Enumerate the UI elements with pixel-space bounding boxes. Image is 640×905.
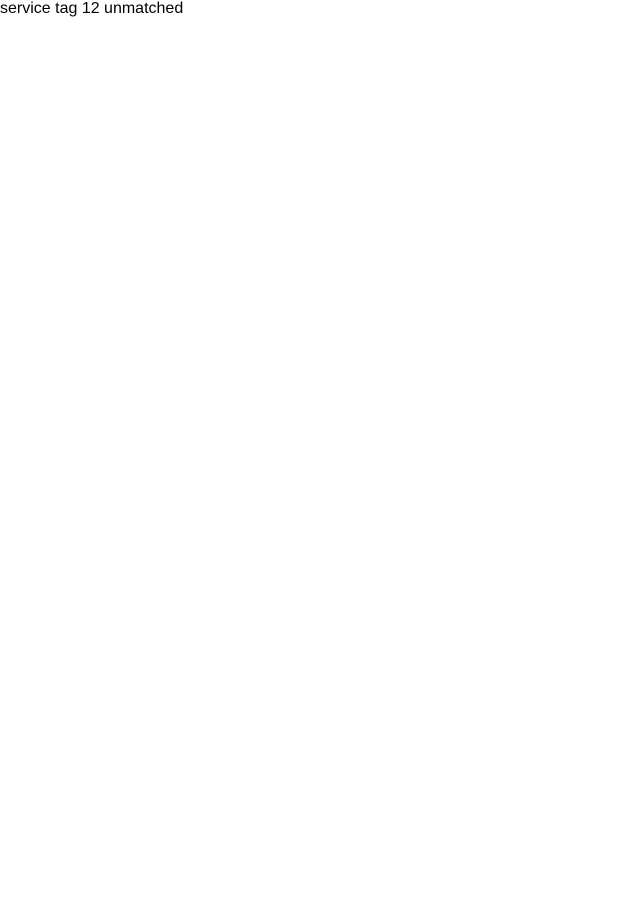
placeholder: service tag 12 unmatched bbox=[0, 0, 184, 17]
